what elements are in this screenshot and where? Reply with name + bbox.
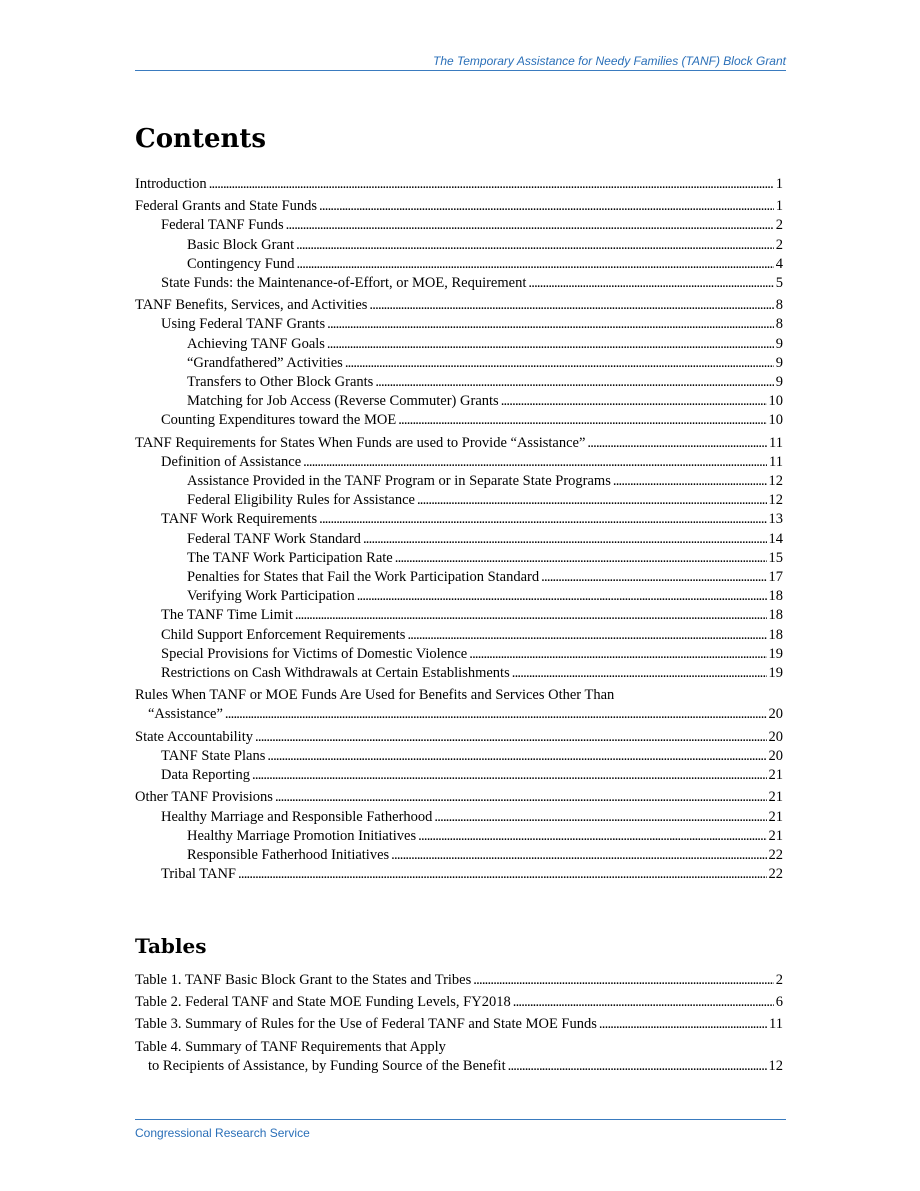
entry-row: [187, 335, 783, 354]
dot-leader: [296, 236, 774, 255]
dot-leader: [501, 392, 767, 411]
dot-leader: [252, 766, 767, 785]
toc-entry[interactable]: [135, 434, 783, 453]
page-number: 11: [769, 434, 783, 451]
entry-row: [161, 808, 783, 827]
entry-title-continued: “Assistance”: [148, 706, 223, 723]
entry-title: The TANF Work Participation Rate: [187, 549, 393, 566]
page-number: 8: [775, 316, 783, 333]
entry-title: Federal TANF Funds: [161, 217, 284, 234]
toc-entry[interactable]: [135, 197, 783, 216]
page-number: 12: [768, 473, 783, 490]
page-number: 19: [768, 665, 783, 682]
entry-title: Federal Grants and State Funds: [135, 198, 318, 215]
page-number: 12: [768, 1057, 783, 1074]
entry-row: [135, 728, 783, 747]
entry-title: State Accountability: [135, 728, 253, 745]
toc-entry[interactable]: [135, 747, 783, 766]
toc-entry[interactable]: [135, 236, 783, 255]
table-of-contents: [135, 175, 783, 884]
entry-title: Assistance Provided in the TANF Program or in Separate State Programs: [187, 473, 611, 490]
dot-leader: [303, 453, 767, 472]
dot-leader: [469, 645, 766, 664]
page-number: 5: [775, 275, 783, 292]
entry-row: [187, 568, 783, 587]
entry-title: Contingency Fund: [187, 255, 295, 272]
entry-row: [161, 645, 783, 664]
page-number: 21: [768, 789, 783, 806]
entry-row: [187, 827, 783, 846]
page-footer: [135, 1119, 786, 1142]
entry-row: [135, 971, 783, 990]
toc-entry[interactable]: [135, 686, 783, 724]
toc-entry[interactable]: [135, 788, 783, 807]
running-header: [135, 54, 786, 71]
page-number: 10: [768, 412, 783, 429]
page-number: 1: [775, 198, 783, 215]
toc-entry[interactable]: [135, 728, 783, 747]
page-number: 20: [768, 728, 783, 745]
page-number: 2: [775, 972, 783, 988]
entry-title: Healthy Marriage Promotion Initiatives: [187, 827, 417, 844]
page-number: 21: [768, 808, 783, 825]
toc-entry[interactable]: [135, 766, 783, 785]
toc-entry[interactable]: [135, 568, 783, 587]
dot-leader: [391, 846, 766, 865]
page-number: 1: [775, 176, 783, 192]
toc-entry[interactable]: [135, 373, 783, 392]
dot-leader: [327, 315, 774, 334]
toc-entry[interactable]: [135, 274, 783, 293]
entry-title: Table 4. Summary of TANF Requirements that Apply: [135, 1038, 446, 1055]
toc-entry[interactable]: [135, 491, 783, 510]
dot-leader: [319, 510, 766, 529]
entry-title: Tribal TANF: [161, 866, 236, 883]
entry-title: Federal Eligibility Rules for Assistance: [187, 492, 415, 509]
dot-leader: [363, 530, 767, 549]
page-number: 18: [768, 607, 783, 624]
dot-leader: [255, 728, 767, 747]
entry-title: Achieving TANF Goals: [187, 335, 325, 352]
entry-row: [161, 865, 783, 884]
page-number: 22: [768, 866, 783, 883]
toc-entry[interactable]: [135, 865, 783, 884]
entry-row: [161, 216, 783, 235]
entry-title: Federal TANF Work Standard: [187, 530, 361, 547]
dot-leader: [418, 827, 766, 846]
entry-row: [187, 530, 783, 549]
entry-title: Other TANF Provisions: [135, 789, 273, 806]
entry-row: [135, 705, 783, 724]
page-number: 9: [775, 335, 783, 352]
toc-entry[interactable]: [135, 846, 783, 865]
entry-row: [161, 766, 783, 785]
dot-leader: [417, 491, 767, 510]
toc-entry[interactable]: [135, 530, 783, 549]
dot-leader: [275, 788, 767, 807]
page-number: 6: [775, 994, 783, 1011]
dot-leader: [319, 197, 774, 216]
page-number: 4: [775, 255, 783, 272]
page-number: 11: [769, 453, 783, 470]
entry-title: Restrictions on Cash Withdrawals at Certain Establishments: [161, 665, 510, 682]
toc-entry[interactable]: [135, 664, 783, 683]
toc-entry[interactable]: [135, 354, 783, 373]
page-number: 12: [768, 492, 783, 509]
entry-title: Counting Expenditures toward the MOE: [161, 412, 397, 429]
page-number: 14: [768, 530, 783, 547]
toc-entry[interactable]: [135, 255, 783, 274]
page-number: 11: [769, 1016, 783, 1033]
entry-row: [135, 175, 783, 194]
entry-title: The TANF Time Limit: [161, 607, 293, 624]
entry-row: [161, 626, 783, 645]
entry-row: [135, 1057, 783, 1076]
entry-row: [161, 411, 783, 430]
page-number: 22: [768, 846, 783, 863]
page-number: 18: [768, 588, 783, 605]
entry-row: [187, 846, 783, 865]
toc-entry[interactable]: [135, 549, 783, 568]
page-number: 21: [768, 767, 783, 784]
entry-row: [187, 587, 783, 606]
toc-entry[interactable]: [135, 587, 783, 606]
toc-entry[interactable]: [135, 411, 783, 430]
dot-leader: [434, 808, 766, 827]
entry-title: TANF State Plans: [161, 747, 266, 764]
page-number: 21: [768, 827, 783, 844]
entry-row: [187, 491, 783, 510]
entry-title: Definition of Assistance: [161, 453, 302, 470]
entry-row: [161, 606, 783, 625]
entry-title: Transfers to Other Block Grants: [187, 374, 374, 391]
toc-entry[interactable]: [135, 606, 783, 625]
page-number: 19: [768, 645, 783, 662]
entry-row: [161, 453, 783, 472]
toc-entry[interactable]: [135, 175, 783, 194]
table-list-entry[interactable]: [135, 971, 783, 990]
dot-leader: [508, 1057, 767, 1076]
entry-title: Table 1. TANF Basic Block Grant to the States and Tribes: [135, 972, 472, 988]
entry-row: [161, 510, 783, 529]
header-title: The Temporary Assistance for Needy Families (TANF) Block Grant: [433, 54, 786, 68]
entry-row: [187, 472, 783, 491]
dot-leader: [327, 335, 774, 354]
page-number: 8: [775, 297, 783, 314]
dot-leader: [512, 664, 767, 683]
toc-entry[interactable]: [135, 335, 783, 354]
entry-row: [161, 747, 783, 766]
entry-title: State Funds: the Maintenance-of-Effort, or MOE, Requirement: [161, 275, 527, 292]
entry-row: [135, 1015, 783, 1034]
entry-row: [187, 255, 783, 274]
table-list-entry[interactable]: [135, 1038, 783, 1076]
dot-leader: [209, 175, 774, 194]
entry-row: [187, 373, 783, 392]
list-of-tables: [135, 971, 783, 1076]
entry-title: Special Provisions for Victims of Domestic Violence: [161, 645, 468, 662]
dot-leader: [473, 971, 773, 990]
entry-title: “Grandfathered” Activities: [187, 354, 343, 371]
tables-heading: Tables: [135, 934, 207, 958]
dot-leader: [357, 587, 767, 606]
dot-leader: [375, 373, 773, 392]
page-number: 18: [768, 626, 783, 643]
entry-title: Basic Block Grant: [187, 236, 295, 253]
entry-title: TANF Requirements for States When Funds are used to Provide “Assistance”: [135, 434, 586, 451]
entry-title: Table 3. Summary of Rules for the Use of Federal TANF and State MOE Funds: [135, 1016, 597, 1033]
toc-entry[interactable]: [135, 296, 783, 315]
entry-title: Using Federal TANF Grants: [161, 316, 326, 333]
entry-title: Introduction: [135, 176, 207, 192]
page-number: 20: [768, 747, 783, 764]
entry-row: [135, 788, 783, 807]
toc-entry[interactable]: [135, 510, 783, 529]
toc-entry[interactable]: [135, 315, 783, 334]
table-list-entry[interactable]: [135, 1015, 783, 1034]
dot-leader: [599, 1015, 767, 1034]
entry-title: Table 2. Federal TANF and State MOE Funding Levels, FY2018: [135, 994, 511, 1011]
dot-leader: [613, 472, 767, 491]
entry-row: [135, 197, 783, 216]
dot-leader: [587, 434, 767, 453]
entry-title: Verifying Work Participation: [187, 588, 355, 605]
toc-entry[interactable]: [135, 626, 783, 645]
entry-title: Penalties for States that Fail the Work Participation Standard: [187, 569, 540, 586]
toc-entry[interactable]: [135, 392, 783, 411]
contents-heading: Contents: [135, 124, 267, 154]
dot-leader: [267, 747, 766, 766]
entry-row: [187, 549, 783, 568]
footer-text: Congressional Research Service: [135, 1126, 310, 1140]
entry-title: Matching for Job Access (Reverse Commuter) Grants: [187, 393, 499, 410]
toc-entry[interactable]: [135, 216, 783, 235]
entry-row: [187, 392, 783, 411]
entry-row: [161, 664, 783, 683]
entry-title: Healthy Marriage and Responsible Fatherhood: [161, 808, 433, 825]
entry-title: Rules When TANF or MOE Funds Are Used for Benefits and Services Other Than: [135, 687, 615, 704]
entry-title: Data Reporting: [161, 767, 250, 784]
entry-title: Child Support Enforcement Requirements: [161, 626, 406, 643]
entry-title-continued: to Recipients of Assistance, by Funding Source of the Benefit: [148, 1057, 506, 1074]
page-number: 2: [775, 236, 783, 253]
page-number: 2: [775, 217, 783, 234]
toc-entry[interactable]: [135, 827, 783, 846]
page-number: 10: [768, 393, 783, 410]
dot-leader: [528, 274, 773, 293]
dot-leader: [345, 354, 774, 373]
page-number: 20: [768, 706, 783, 723]
entry-title: TANF Work Requirements: [161, 511, 318, 528]
dot-leader: [286, 216, 774, 235]
dot-leader: [369, 296, 773, 315]
toc-entry[interactable]: [135, 472, 783, 491]
page-number: 15: [768, 549, 783, 566]
dot-leader: [513, 993, 774, 1012]
dot-leader: [398, 411, 766, 430]
entry-row: [135, 434, 783, 453]
dot-leader: [297, 255, 774, 274]
dot-leader: [225, 705, 767, 724]
dot-leader: [295, 606, 767, 625]
entry-row: [161, 274, 783, 293]
entry-row: [187, 236, 783, 255]
table-list-entry[interactable]: [135, 993, 783, 1012]
entry-row: [135, 993, 783, 1012]
page-number: 13: [768, 511, 783, 528]
page-number: 17: [768, 569, 783, 586]
entry-title: TANF Benefits, Services, and Activities: [135, 297, 368, 314]
dot-leader: [541, 568, 766, 587]
entry-row: [161, 315, 783, 334]
page-number: 9: [775, 374, 783, 391]
toc-entry[interactable]: [135, 645, 783, 664]
entry-row: [187, 354, 783, 373]
dot-leader: [407, 626, 766, 645]
entry-row: [135, 296, 783, 315]
page-number: 9: [775, 354, 783, 371]
dot-leader: [395, 549, 767, 568]
toc-entry[interactable]: [135, 453, 783, 472]
toc-entry[interactable]: [135, 808, 783, 827]
dot-leader: [238, 865, 767, 884]
entry-title: Responsible Fatherhood Initiatives: [187, 846, 390, 863]
